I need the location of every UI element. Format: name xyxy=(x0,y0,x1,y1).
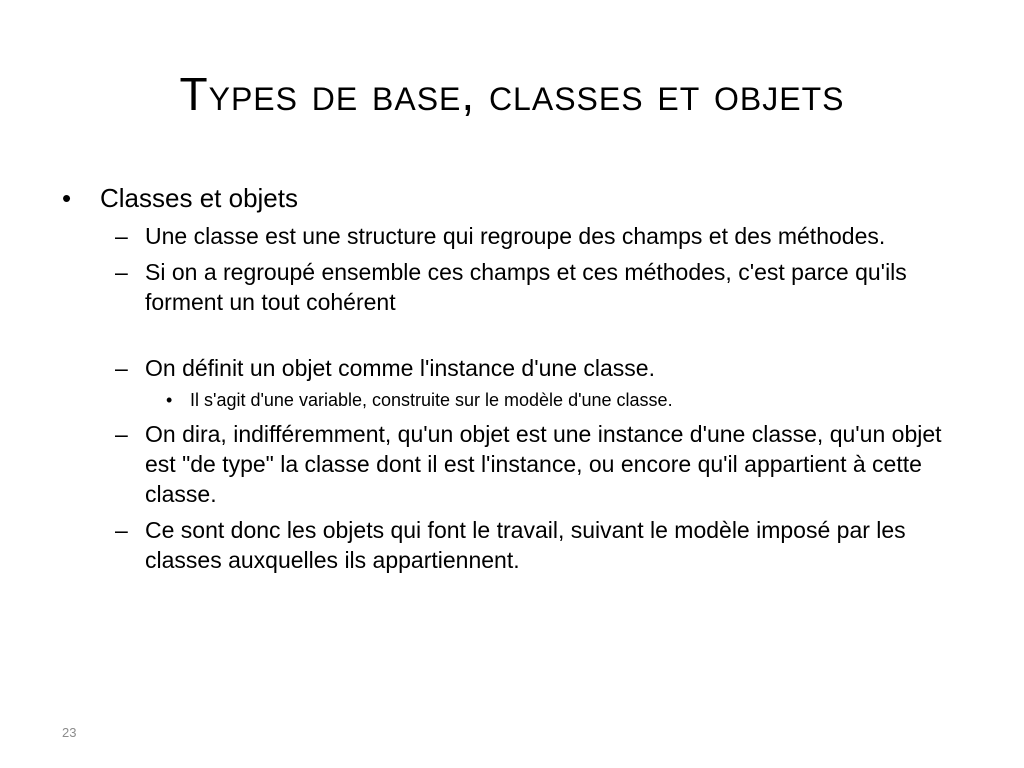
sub-bullet-item xyxy=(58,221,958,251)
sub-bullet-text: On définit un objet comme l'instance d'une classe. xyxy=(145,355,655,381)
sub-bullet-item xyxy=(58,419,958,509)
sub-sub-bullet-item xyxy=(58,387,958,413)
dash-marker: – xyxy=(115,259,128,285)
dash-marker: – xyxy=(115,223,128,249)
sub-bullet-item xyxy=(58,257,958,317)
dash-marker: – xyxy=(115,421,128,447)
bullet-text: Classes et objets xyxy=(100,183,298,213)
bullet-item xyxy=(58,181,958,215)
sub-bullet-text: Une classe est une structure qui regroupe des champs et des méthodes. xyxy=(145,223,886,249)
sub-bullet-text: On dira, indifféremment, qu'un objet est une instance d'une classe, qu'un objet est "de type" la classe dont il est l'instance, ou encore qu'il appartient à cette classe. xyxy=(145,421,942,507)
dash-marker: – xyxy=(115,517,128,543)
small-bullet-marker: • xyxy=(166,390,173,410)
slide-body xyxy=(58,181,958,575)
sub-bullet-text: Ce sont donc les objets qui font le travail, suivant le modèle imposé par les classes auxquelles ils appartiennent. xyxy=(145,517,906,573)
sub-sub-bullet-text: Il s'agit d'une variable, construite sur le modèle d'une classe. xyxy=(190,390,673,410)
sub-bullet-text: Si on a regroupé ensemble ces champs et ces méthodes, c'est parce qu'ils forment un tout cohérent xyxy=(145,259,907,315)
sub-bullet-item xyxy=(58,515,958,575)
slide-number: 23 xyxy=(62,725,77,740)
dash-marker: – xyxy=(115,355,128,381)
bullet-marker: • xyxy=(62,183,72,213)
sub-bullet-item xyxy=(58,353,958,383)
slide-title: Types de base, classes et objets xyxy=(179,68,845,120)
